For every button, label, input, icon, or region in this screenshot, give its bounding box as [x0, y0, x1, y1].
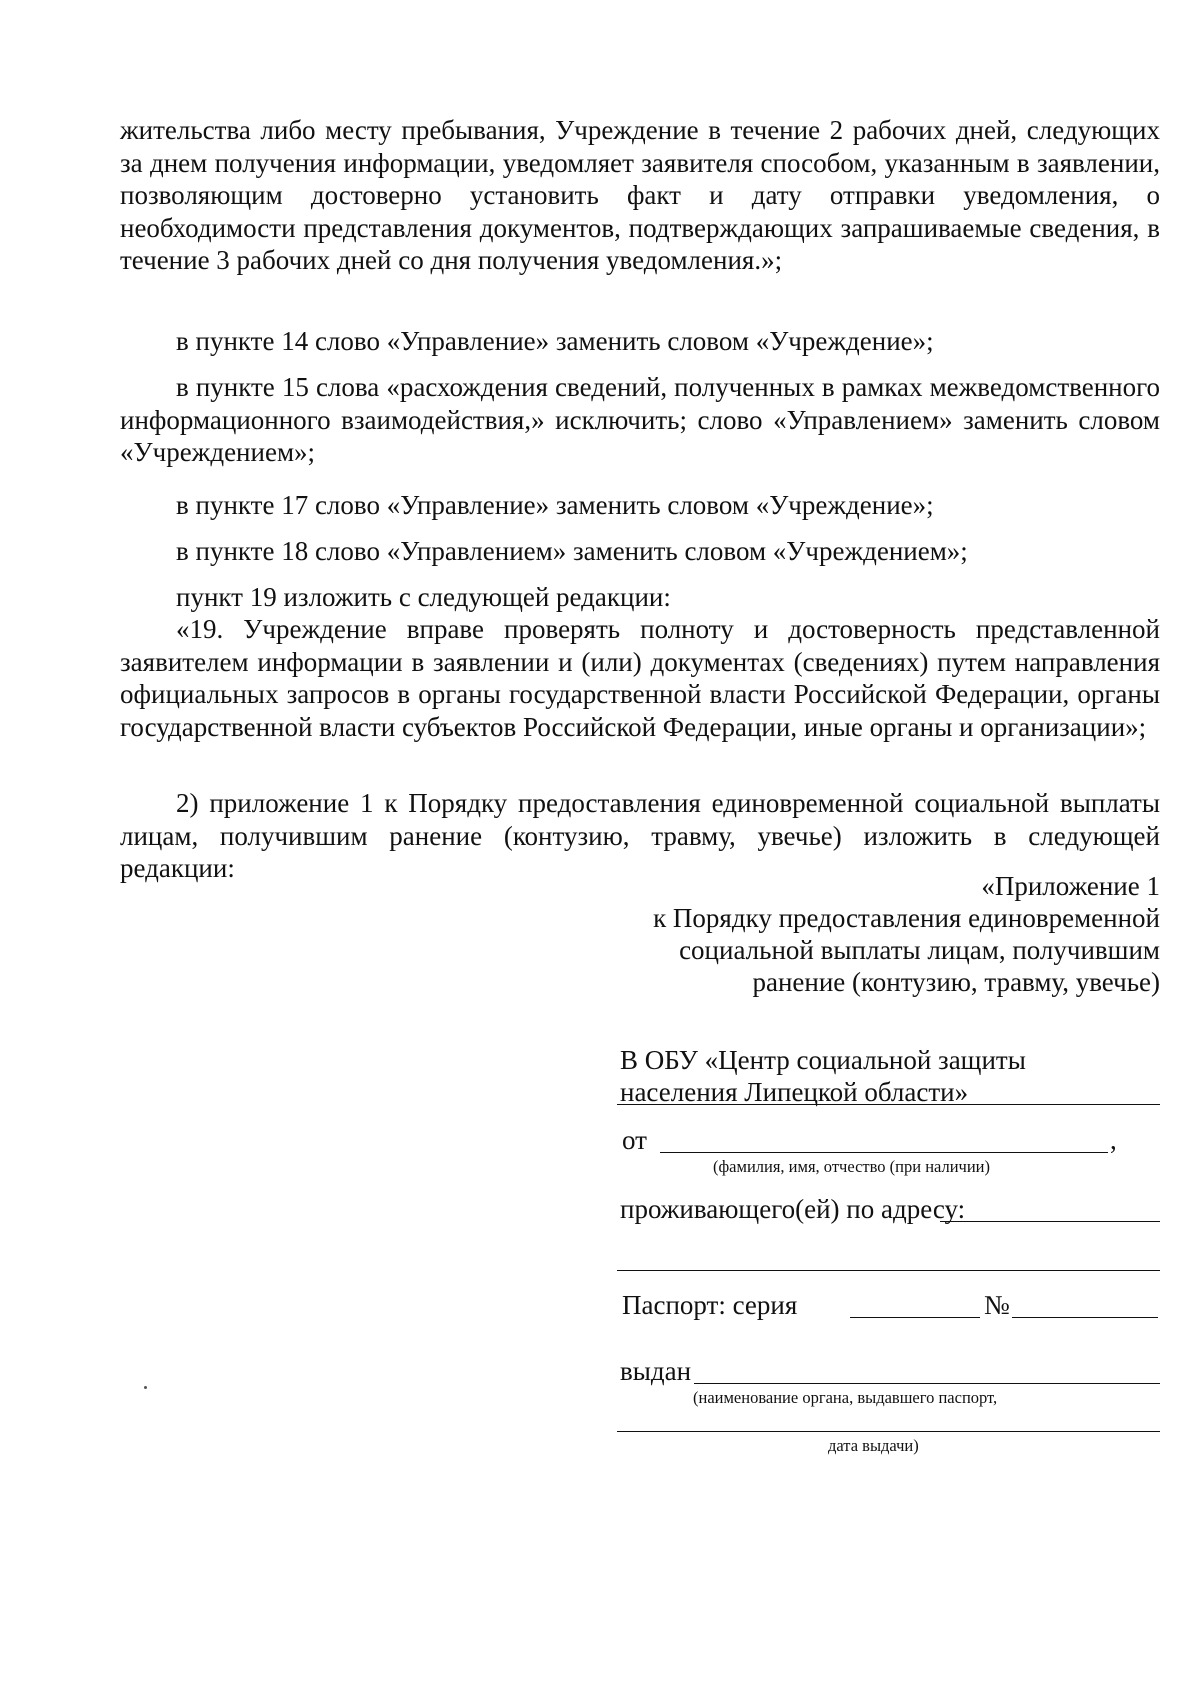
addressee-underline: [617, 1104, 1160, 1105]
passport-number-field[interactable]: [1012, 1317, 1158, 1318]
issue-date-caption: дата выдачи): [828, 1436, 919, 1455]
appendix-header: [600, 870, 1160, 998]
paragraph-item-18: в пункте 18 слово «Управлением» заменить словом «Учреждением»;: [176, 536, 968, 566]
passport-series-field[interactable]: [850, 1317, 980, 1318]
address-field-2[interactable]: [617, 1270, 1160, 1271]
addressee-line-1: В ОБУ «Центр социальной защиты: [620, 1045, 1026, 1075]
paragraph-item-17: в пункте 17 слово «Управление» заменить словом «Учреждение»;: [176, 490, 934, 520]
appendix-line-3: социальной выплаты лицам, получившим: [679, 935, 1160, 965]
applicant-name-caption: (фамилия, имя, отчество (при наличии): [713, 1157, 991, 1176]
paragraph-item-14: в пункте 14 слово «Управление» заменить словом «Учреждение»;: [176, 326, 934, 356]
addressee-line-2: населения Липецкой области»: [620, 1077, 969, 1107]
paragraph-item-19-intro: пункт 19 изложить с следующей редакции:: [176, 582, 671, 612]
from-comma: ,: [1110, 1125, 1117, 1155]
from-label: от: [622, 1125, 647, 1155]
issued-by-field[interactable]: [694, 1383, 1160, 1384]
paragraph-item-19-text: «19. Учреждение вправе проверять полноту и достоверность представленной заявителем информации в заявлении и (или) документах (сведениях) путем направления официальных запросов в органы государственной власти Российской Федерации, органы государственной власти субъектов Российской Федерации, иные органы и организации»;: [120, 614, 1160, 742]
paragraph-appendix-change: 2) приложение 1 к Порядку предоставления единовременной социальной выплаты лицам, получившим ранение (контузию, травму, увечье) изложить в следующей редакции:: [120, 788, 1160, 883]
issue-date-field[interactable]: [617, 1431, 1160, 1432]
passport-series-label: Паспорт: серия: [622, 1290, 798, 1320]
address-field-1[interactable]: [940, 1221, 1160, 1222]
paragraph-item-15: в пункте 15 слова «расхождения сведений, полученных в рамках межведомственного информационного взаимодействия,» исключить; слово «Управлением» заменить словом «Учреждением»;: [120, 372, 1160, 467]
issued-by-caption: (наименование органа, выдавшего паспорт,: [693, 1388, 998, 1407]
applicant-name-field[interactable]: [660, 1152, 1108, 1153]
issued-label: выдан: [620, 1356, 692, 1386]
appendix-line-2: к Порядку предоставления единовременной: [653, 903, 1160, 933]
paragraph-continuation: жительства либо месту пребывания, Учреждение в течение 2 рабочих дней, следующих за днем получения информации, уведомляет заявителя способом, указанным в заявлении, позволяющим достоверно установить факт и дату отправки уведомления, о необходимости представления документов, подтверждающих запрашиваемые сведения, в течение 3 рабочих дней со дня получения уведомления.»;: [120, 115, 1160, 275]
appendix-title: «Приложение 1: [981, 871, 1160, 901]
scan-speck: [144, 1386, 147, 1389]
residing-label: проживающего(ей) по адресу:: [620, 1194, 966, 1224]
appendix-line-4: ранение (контузию, травму, увечье): [752, 967, 1160, 997]
passport-number-label: №: [984, 1290, 1010, 1320]
